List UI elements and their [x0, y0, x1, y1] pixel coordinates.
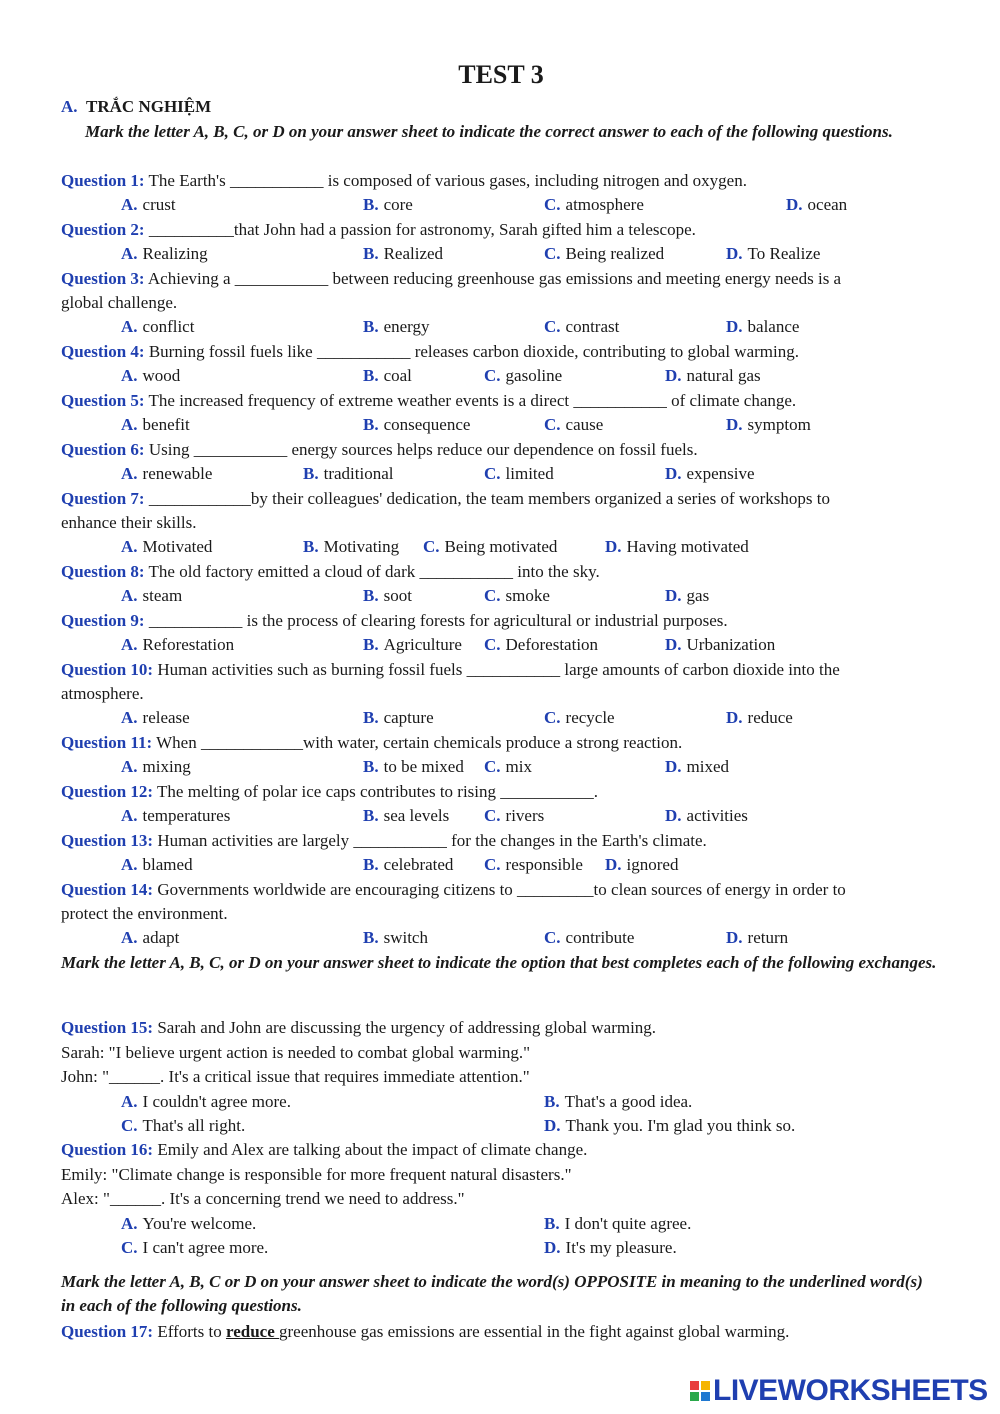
question-16-line2: Emily: "Climate change is responsible for more frequent natural disasters." — [61, 1165, 572, 1184]
q1-option-a[interactable]: A. crust — [121, 195, 176, 214]
question-5: Question 5: The increased frequency of extreme weather events is a direct ___________ of climate change. — [61, 391, 797, 410]
instruction-3: Mark the letter A, B, C or D on your answer sheet to indicate the word(s) OPPOSITE in meaning to the underlined word(s) in each of the following questions. — [61, 1272, 923, 1316]
logo-square-icon — [701, 1381, 710, 1390]
question-7-cont: enhance their skills. — [61, 513, 197, 532]
question-9: Question 9: ___________ is the process of clearing forests for agricultural or industrial purposes. — [61, 611, 728, 630]
q15-option-a[interactable]: A. I couldn't agree more. — [121, 1092, 291, 1111]
q6-option-c[interactable]: C. limited — [484, 464, 554, 483]
question-15: Question 15: Sarah and John are discussing the urgency of addressing global warming. — [61, 1018, 657, 1037]
question-2: Question 2: __________that John had a passion for astronomy, Sarah gifted him a telescope. — [61, 220, 696, 239]
q9-option-b[interactable]: B. Agriculture — [363, 635, 462, 654]
q5-option-c[interactable]: C. cause — [544, 415, 604, 434]
q3-option-c[interactable]: C. contrast — [544, 317, 620, 336]
q10-option-b[interactable]: B. capture — [363, 708, 434, 727]
q3-option-b[interactable]: B. energy — [363, 317, 430, 336]
q6-option-b[interactable]: B. traditional — [303, 464, 394, 483]
q13-option-c[interactable]: C. responsible — [484, 855, 583, 874]
question-1: Question 1: The Earth's ___________ is composed of various gases, including nitrogen and oxygen. — [61, 171, 747, 190]
question-13: Question 13: Human activities are largely ___________ for the changes in the Earth's climate. — [61, 831, 707, 850]
logo-mark-icon — [690, 1381, 710, 1401]
q5-option-d[interactable]: D. symptom — [726, 415, 811, 434]
q9-option-c[interactable]: C. Deforestation — [484, 635, 599, 654]
q11-option-a[interactable]: A. mixing — [121, 757, 191, 776]
q9-option-a[interactable]: A. Reforestation — [121, 635, 235, 654]
q13-option-a[interactable]: A. blamed — [121, 855, 193, 874]
q12-option-b[interactable]: B. sea levels — [363, 806, 450, 825]
q16-option-a[interactable]: A. You're welcome. — [121, 1214, 257, 1233]
q15-option-b[interactable]: B. That's a good idea. — [544, 1092, 693, 1111]
q12-option-a[interactable]: A. temperatures — [121, 806, 231, 825]
instruction-1: Mark the letter A, B, C, or D on your answer sheet to indicate the correct answer to each of the following questions. — [85, 122, 893, 141]
q1-option-d[interactable]: D. ocean — [786, 195, 848, 214]
logo-square-icon — [701, 1392, 710, 1401]
q14-option-c[interactable]: C. contribute — [544, 928, 635, 947]
q7-option-a[interactable]: A. Motivated — [121, 537, 213, 556]
q12-option-d[interactable]: D. activities — [665, 806, 748, 825]
q14-option-b[interactable]: B. switch — [363, 928, 428, 947]
page-title: TEST 3 — [458, 60, 544, 89]
q8-option-b[interactable]: B. soot — [363, 586, 412, 605]
q16-option-c[interactable]: C. I can't agree more. — [121, 1238, 269, 1257]
instruction-2: Mark the letter A, B, C, or D on your answer sheet to indicate the option that best completes each of the following exchanges. — [61, 953, 937, 972]
q3-option-d[interactable]: D. balance — [726, 317, 800, 336]
q3-option-a[interactable]: A. conflict — [121, 317, 195, 336]
q10-option-a[interactable]: A. release — [121, 708, 190, 727]
q9-option-d[interactable]: D. Urbanization — [665, 635, 776, 654]
question-15-line3: John: "______. It's a critical issue that requires immediate attention." — [61, 1067, 530, 1086]
q2-option-a[interactable]: A. Realizing — [121, 244, 208, 263]
q8-option-c[interactable]: C. smoke — [484, 586, 550, 605]
q15-option-d[interactable]: D. Thank you. I'm glad you think so. — [544, 1116, 796, 1135]
q2-option-c[interactable]: C. Being realized — [544, 244, 665, 263]
q5-option-b[interactable]: B. consequence — [363, 415, 471, 434]
q4-option-b[interactable]: B. coal — [363, 366, 412, 385]
section-a-heading: A. TRẮC NGHIỆM — [61, 97, 212, 116]
question-6: Question 6: Using ___________ energy sources helps reduce our dependence on fossil fuels. — [61, 440, 698, 459]
q16-option-d[interactable]: D. It's my pleasure. — [544, 1238, 677, 1257]
q16-option-b[interactable]: B. I don't quite agree. — [544, 1214, 692, 1233]
q13-option-b[interactable]: B. celebrated — [363, 855, 454, 874]
q5-option-a[interactable]: A. benefit — [121, 415, 190, 434]
q10-option-d[interactable]: D. reduce — [726, 708, 793, 727]
q13-option-d[interactable]: D. ignored — [605, 855, 679, 874]
q4-option-d[interactable]: D. natural gas — [665, 366, 761, 385]
question-3: Question 3: Achieving a ___________ between reducing greenhouse gas emissions and meeting energy needs is a — [61, 269, 842, 288]
q11-option-c[interactable]: C. mix — [484, 757, 532, 776]
q14-option-a[interactable]: A. adapt — [121, 928, 180, 947]
logo-square-icon — [690, 1381, 699, 1390]
q6-option-d[interactable]: D. expensive — [665, 464, 755, 483]
question-16: Question 16: Emily and Alex are talking about the impact of climate change. — [61, 1140, 588, 1159]
q7-option-b[interactable]: B. Motivating — [303, 537, 400, 556]
q14-option-d[interactable]: D. return — [726, 928, 789, 947]
question-12: Question 12: The melting of polar ice caps contributes to rising ___________. — [61, 782, 599, 801]
question-16-line3: Alex: "______. It's a concerning trend we need to address." — [61, 1189, 465, 1208]
q12-option-c[interactable]: C. rivers — [484, 806, 545, 825]
question-17: Question 17: Efforts to reduce greenhouse gas emissions are essential in the fight against global warming. — [61, 1322, 790, 1341]
q11-option-d[interactable]: D. mixed — [665, 757, 730, 776]
q7-option-d[interactable]: D. Having motivated — [605, 537, 749, 556]
q2-option-b[interactable]: B. Realized — [363, 244, 444, 263]
q8-option-d[interactable]: D. gas — [665, 586, 710, 605]
q2-option-d[interactable]: D. To Realize — [726, 244, 821, 263]
question-15-line2: Sarah: "I believe urgent action is needed to combat global warming." — [61, 1043, 531, 1062]
q11-option-b[interactable]: B. to be mixed — [363, 757, 464, 776]
q10-option-c[interactable]: C. recycle — [544, 708, 615, 727]
q7-option-c[interactable]: C. Being motivated — [423, 537, 558, 556]
question-3-cont: global challenge. — [61, 293, 178, 312]
underlined-word: reduce — [225, 1322, 280, 1341]
question-4: Question 4: Burning fossil fuels like ___________ releases carbon dioxide, contributing to global warming. — [61, 342, 799, 361]
question-8: Question 8: The old factory emitted a cloud of dark ___________ into the sky. — [61, 562, 600, 581]
q6-option-a[interactable]: A. renewable — [121, 464, 213, 483]
question-7: Question 7: ____________by their colleagues' dedication, the team members organized a series of workshops to — [61, 489, 830, 508]
q4-option-c[interactable]: C. gasoline — [484, 366, 563, 385]
question-10-cont: atmosphere. — [61, 684, 144, 703]
brand-name: LIVEWORKSHEETS — [713, 1374, 988, 1407]
logo-square-icon — [690, 1392, 699, 1401]
question-14: Question 14: Governments worldwide are encouraging citizens to _________to clean sources of energy in order to — [61, 880, 846, 899]
liveworksheets-logo — [690, 1374, 988, 1408]
q1-option-c[interactable]: C. atmosphere — [544, 195, 644, 214]
question-14-cont: protect the environment. — [61, 904, 228, 923]
q8-option-a[interactable]: A. steam — [121, 586, 183, 605]
q15-option-c[interactable]: C. That's all right. — [121, 1116, 246, 1135]
question-10: Question 10: Human activities such as burning fossil fuels ___________ large amounts of carbon dioxide into the — [61, 660, 840, 679]
q4-option-a[interactable]: A. wood — [121, 366, 181, 385]
q1-option-b[interactable]: B. core — [363, 195, 413, 214]
question-11: Question 11: When ____________with water, certain chemicals produce a strong reaction. — [61, 733, 683, 752]
